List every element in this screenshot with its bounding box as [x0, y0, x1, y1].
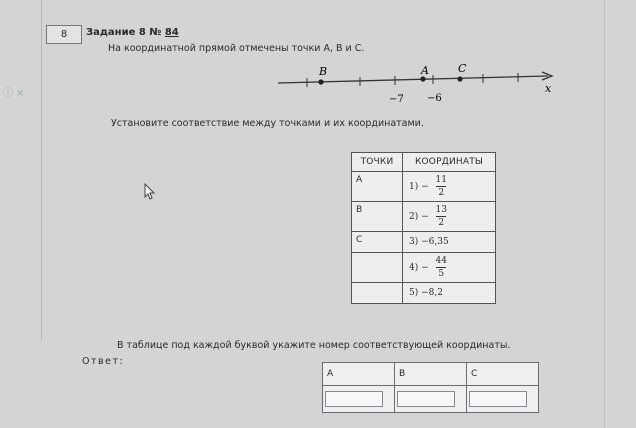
answer-cell-a: [323, 386, 395, 413]
point-a-dot: [420, 76, 425, 81]
coord-value: −6,35: [421, 237, 449, 247]
info-close-icon[interactable]: ⓘ ×: [3, 88, 25, 99]
point-cell: C: [352, 232, 403, 253]
answer-label: Ответ:: [82, 356, 125, 367]
coord-number: 4): [409, 263, 419, 273]
point-cell: [352, 283, 403, 304]
coord-fraction: [434, 174, 449, 199]
coordinate-cell: [403, 253, 496, 283]
matching-table-header-row: [352, 153, 496, 172]
point-cell: A: [352, 172, 403, 202]
left-divider: [41, 0, 42, 340]
table-row: [352, 253, 496, 283]
fraction-numerator: 13: [435, 205, 447, 215]
table-row: [352, 283, 496, 304]
coordinate-cell: [403, 172, 496, 202]
number-line: [270, 60, 560, 110]
coordinate-cell: [403, 283, 496, 304]
answer-header-c: C: [467, 363, 539, 386]
answer-cell-b: [395, 386, 467, 413]
answer-input-c[interactable]: [469, 391, 527, 407]
coordinate-cell: [403, 202, 496, 232]
answer-header-row: [323, 363, 539, 386]
answer-instruction: В таблице под каждой буквой укажите номер соответствующей координаты.: [117, 340, 511, 351]
tick-label-minus-6: −6: [427, 93, 442, 104]
task-title-prefix: Задание 8 №: [86, 27, 162, 38]
task-title-number[interactable]: 84: [164, 27, 179, 38]
tick-label-minus-7: −7: [389, 94, 404, 105]
table-row: [352, 232, 496, 253]
header-points: ТОЧКИ: [352, 153, 403, 172]
point-b-dot: [318, 79, 323, 84]
table-row: [352, 202, 496, 232]
coord-fraction: [434, 204, 449, 229]
fraction-denominator: 2: [438, 218, 445, 228]
task-intro: На координатной прямой отмечены точки A, B и C.: [108, 43, 365, 54]
answer-input-b[interactable]: [397, 391, 455, 407]
matching-table: [351, 152, 496, 304]
answer-table: [322, 362, 539, 413]
fraction-numerator: 11: [435, 175, 447, 185]
answer-cell-c: [467, 386, 539, 413]
coord-number: 1): [409, 182, 419, 192]
coord-sign: −: [421, 263, 429, 273]
coord-number: 5): [409, 288, 419, 298]
table-row: [352, 172, 496, 202]
coordinate-cell: [403, 232, 496, 253]
mouse-cursor-icon: [144, 183, 158, 201]
point-cell: B: [352, 202, 403, 232]
answer-header-a: A: [323, 363, 395, 386]
axis-label-x: x: [545, 82, 552, 95]
task-title: [86, 27, 179, 38]
coord-sign: −: [421, 212, 429, 222]
point-label-a: A: [421, 64, 429, 77]
point-c-dot: [457, 76, 462, 81]
answer-input-row: [323, 386, 539, 413]
coord-value: −8,2: [421, 288, 443, 298]
fraction-numerator: 44: [435, 256, 447, 266]
task-number-box: 8: [46, 25, 82, 44]
coord-number: 2): [409, 212, 419, 222]
point-label-b: B: [319, 65, 328, 78]
right-divider: [604, 0, 605, 428]
answer-header-b: B: [395, 363, 467, 386]
header-coordinates: КООРДИНАТЫ: [403, 153, 496, 172]
point-cell: [352, 253, 403, 283]
coord-fraction: [434, 255, 449, 280]
fraction-denominator: 2: [438, 188, 445, 198]
answer-input-a[interactable]: [325, 391, 383, 407]
coord-sign: −: [421, 182, 429, 192]
task-instruction: Установите соответствие между точками и их координатами.: [111, 118, 424, 129]
point-label-c: C: [458, 62, 467, 75]
coord-number: 3): [409, 237, 419, 247]
fraction-denominator: 5: [438, 269, 445, 279]
